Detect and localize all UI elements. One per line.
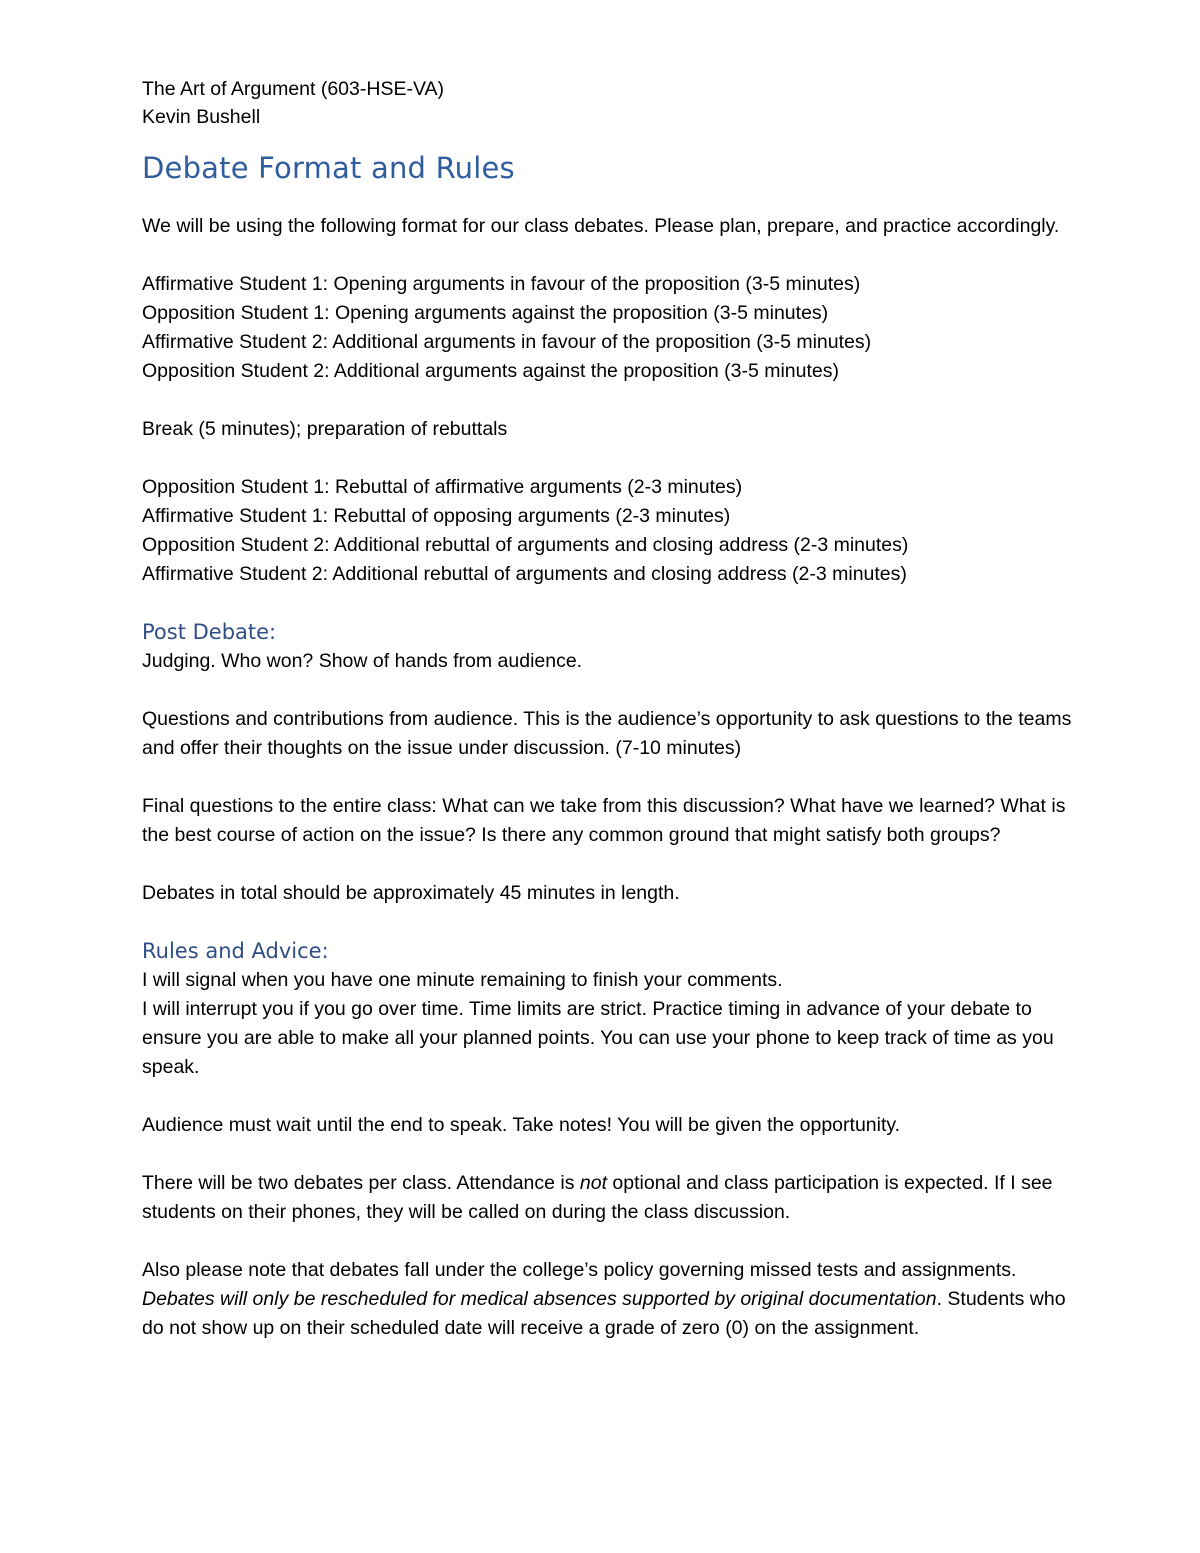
- attendance-emphasis: not: [579, 1172, 608, 1194]
- format-item: Affirmative Student 1: Opening arguments in favour of the proposition (3-5 minutes): [142, 273, 861, 295]
- format-item: Opposition Student 2: Additional rebuttal of arguments and closing address (2-3 minutes): [142, 534, 909, 556]
- format-item: Opposition Student 2: Additional arguments against the proposition (3-5 minutes): [142, 360, 840, 382]
- break-line: Break (5 minutes); preparation of rebuttals: [142, 418, 508, 440]
- attendance-text-continued: optional and class participation is expected. If I see students on their phones, they will be called on during the class discussion.: [142, 1172, 1053, 1223]
- interrupt-paragraph: I will interrupt you if you go over time. Time limits are strict. Practice timing in advance of your debate to ensure you are able to make all your planned points. You can use your phone to keep track of time as you speak.: [142, 998, 1054, 1078]
- format-item: Opposition Student 1: Opening arguments against the proposition (3-5 minutes): [142, 302, 829, 324]
- author-name: Kevin Bushell: [142, 106, 261, 128]
- debate-length-paragraph: Debates in total should be approximately 45 minutes in length.: [142, 882, 680, 904]
- format-round-2: [142, 473, 1072, 589]
- format-item: Opposition Student 1: Rebuttal of affirmative arguments (2-3 minutes): [142, 476, 743, 498]
- rules-heading: Rules and Advice:: [142, 939, 329, 963]
- document-title: Debate Format and Rules: [142, 151, 515, 185]
- policy-emphasis: Debates will only be rescheduled for medical absences supported by original documentation: [142, 1288, 937, 1310]
- course-name: The Art of Argument (603-HSE-VA): [142, 78, 445, 100]
- document-body: [142, 75, 1072, 1343]
- format-item: Affirmative Student 2: Additional rebuttal of arguments and closing address (2-3 minutes): [142, 563, 907, 585]
- attendance-paragraph: [142, 1169, 1072, 1227]
- attendance-text: There will be two debates per class. Attendance is: [142, 1172, 580, 1194]
- signal-paragraph: I will signal when you have one minute remaining to finish your comments.: [142, 969, 783, 991]
- format-round-1: [142, 270, 1072, 386]
- policy-text-continued: . Students who do not show up on their scheduled date will receive a grade of zero (0) on the assignment.: [142, 1288, 1066, 1339]
- policy-text: Also please note that debates fall under the college’s policy governing missed tests and assignments.: [142, 1259, 1017, 1281]
- format-item: Affirmative Student 2: Additional arguments in favour of the proposition (3-5 minutes): [142, 331, 872, 353]
- final-questions-paragraph: Final questions to the entire class: What can we take from this discussion? What have we learned? What is the best course of action on the issue? Is there any common ground that might satisfy both groups?: [142, 795, 1066, 846]
- policy-paragraph: [142, 1256, 1072, 1343]
- post-debate-heading: Post Debate:: [142, 620, 277, 644]
- judging-paragraph: Judging. Who won? Show of hands from audience.: [142, 650, 583, 672]
- format-item: Affirmative Student 1: Rebuttal of opposing arguments (2-3 minutes): [142, 505, 731, 527]
- audience-questions-paragraph: Questions and contributions from audience. This is the audience’s opportunity to ask questions to the teams and offer their thoughts on the issue under discussion. (7-10 minutes): [142, 708, 1072, 759]
- audience-rule-paragraph: Audience must wait until the end to speak. Take notes! You will be given the opportunity.: [142, 1114, 901, 1136]
- intro-paragraph: We will be using the following format for our class debates. Please plan, prepare, and practice accordingly.: [142, 215, 1060, 237]
